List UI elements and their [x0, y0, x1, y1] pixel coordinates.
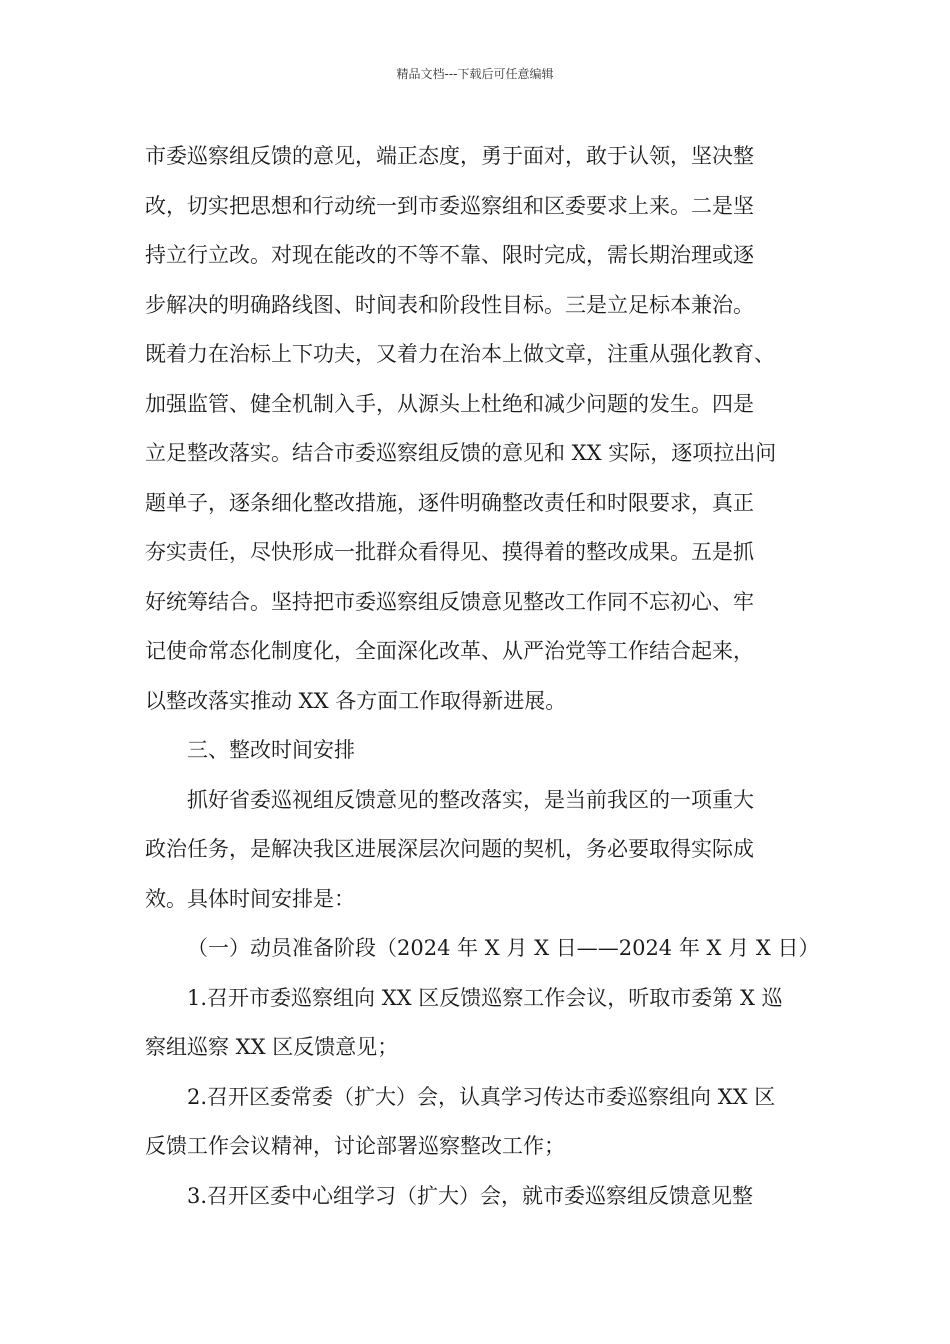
- page-header: 精品文档---下载后可任意编辑: [396, 67, 554, 81]
- text-line: 既着力在治标上下功夫，又着力在治本上做文章，注重从强化教育、: [145, 342, 775, 366]
- text-line: 持立行立改。对现在能改的不等不靠、限时完成，需长期治理或逐: [145, 243, 754, 267]
- text-line: 步解决的明确路线图、时间表和阶段性目标。三是立足标本兼治。: [145, 292, 754, 317]
- paragraph-schedule-intro: [145, 776, 810, 925]
- list-item: [145, 974, 810, 1073]
- list-item: [145, 1172, 810, 1222]
- document-body: [145, 132, 820, 1221]
- text-line: 2.召开区委常委（扩大）会，认真学习传达市委巡察组向 XX 区: [187, 1084, 776, 1109]
- text-line: 1.召开市委巡察组向 XX 区反馈巡察工作会议，听取市委第 X 巡: [187, 985, 783, 1010]
- text-line: 改，切实把思想和行动统一到市委巡察组和区委要求上来。二是坚: [145, 193, 754, 218]
- text-line: 市委巡察组反馈的意见，端正态度，勇于面对，敢于认领，坚决整: [145, 144, 754, 168]
- text-line: 效。具体时间安排是：: [145, 886, 355, 911]
- text-line: 题单子，逐条细化整改措施，逐件明确整改责任和时限要求，真正: [145, 490, 754, 515]
- text-line: 察组巡察 XX 区反馈意见；: [145, 1035, 399, 1059]
- text-line: 3.召开区委中心组学习（扩大）会，就市委巡察组反馈意见整: [187, 1183, 754, 1208]
- text-line: 加强监管、健全机制入手，从源头上杜绝和减少问题的发生。四是: [145, 391, 754, 416]
- text-line: 好统筹结合。坚持把市委巡察组反馈意见整改工作同不忘初心、牢: [145, 589, 754, 614]
- text-line: 政治任务，是解决我区进展深层次问题的契机，务必要取得实际成: [145, 837, 754, 861]
- text-line: 以整改落实推动 XX 各方面工作取得新进展。: [145, 688, 567, 713]
- text-line: 夯实责任，尽快形成一批群众看得见、摸得着的整改成果。五是抓: [145, 540, 754, 564]
- text-line: 抓好省委巡视组反馈意见的整改落实，是当前我区的一项重大: [187, 787, 754, 812]
- text-line: 反馈工作会议精神，讨论部署巡察整改工作；: [145, 1134, 565, 1158]
- section-heading: 三、整改时间安排: [187, 738, 355, 762]
- text-line: 立足整改落实。结合市委巡察组反馈的意见和 XX 实际，逐项拉出问: [145, 441, 777, 465]
- stage-heading: （一）动员准备阶段（2024 年 X 月 X 日——2024 年 X 月 X 日）: [187, 936, 820, 960]
- text-line: 记使命常态化制度化，全面深化改革、从严治党等工作结合起来，: [145, 639, 754, 663]
- list-item: [145, 1073, 810, 1172]
- paragraph-continuation: [145, 132, 810, 726]
